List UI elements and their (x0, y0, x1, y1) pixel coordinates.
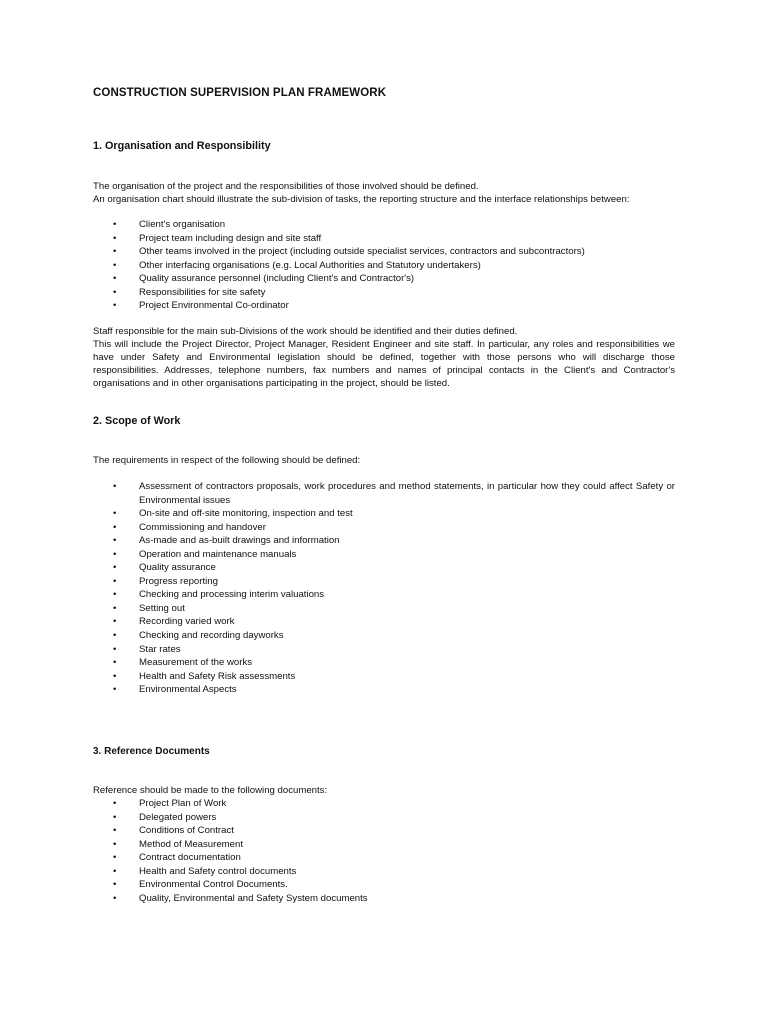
list-item (93, 561, 675, 575)
list-item (93, 629, 675, 643)
list-item (93, 286, 675, 300)
list-item-text: Environmental Control Documents. (139, 879, 288, 891)
list-item (93, 670, 675, 684)
bullet-icon: • (113, 589, 117, 601)
list-item-text: Recording varied work (139, 616, 235, 628)
bullet-icon: • (113, 548, 117, 560)
list-item (93, 878, 675, 892)
list-item (93, 851, 675, 865)
list-item-text: Quality assurance personnel (including Client's and Contractor's) (139, 273, 415, 285)
bullet-icon: • (113, 481, 117, 492)
list-item-text: Measurement of the works (139, 657, 253, 669)
bullet-icon: • (113, 865, 117, 877)
list-item-text: Checking and processing interim valuations (139, 589, 325, 601)
bullet-icon: • (113, 246, 117, 258)
list-item (93, 683, 675, 697)
list-item (93, 259, 675, 273)
bullet-icon: • (113, 670, 117, 682)
list-item (93, 838, 675, 852)
section-heading-reference-documents: 3. Reference Documents (93, 746, 210, 757)
section-intro-reference-documents: Reference should be made to the following documents: (93, 785, 328, 796)
bullet-icon: • (113, 879, 117, 891)
list-item (93, 656, 675, 670)
list-item-text: Health and Safety control documents (139, 865, 297, 877)
bullet-icon: • (113, 811, 117, 823)
bullet-icon: • (113, 575, 117, 587)
bullet-icon: • (113, 219, 117, 230)
list-item-text: Setting out (139, 602, 185, 614)
organisation-list (93, 218, 675, 313)
list-item-text: Progress reporting (139, 575, 218, 587)
list-item-text: Project Plan of Work (139, 798, 227, 809)
intro-line: An organisation chart should illustrate the sub-division of tasks, the reporting structure and the interface relationships between: (93, 194, 630, 206)
list-item-text: Project team including design and site staff (139, 232, 322, 244)
list-item (93, 480, 675, 507)
list-item (93, 272, 675, 286)
list-item (93, 811, 675, 825)
bullet-icon: • (113, 643, 117, 655)
bullet-icon: • (113, 273, 117, 285)
list-item (93, 615, 675, 629)
bullet-icon: • (113, 508, 117, 520)
bullet-icon: • (113, 798, 117, 809)
list-item-text: Method of Measurement (139, 838, 243, 850)
list-item (93, 534, 675, 548)
list-item (93, 643, 675, 657)
bullet-icon: • (113, 616, 117, 628)
list-item (93, 218, 675, 232)
list-item (93, 588, 675, 602)
bullet-icon: • (113, 630, 117, 642)
list-item (93, 602, 675, 616)
list-item-text: Delegated powers (139, 811, 217, 823)
list-item-text: Checking and recording dayworks (139, 630, 284, 642)
document-title: CONSTRUCTION SUPERVISION PLAN FRAMEWORK (93, 87, 387, 99)
bullet-icon: • (113, 232, 117, 244)
bullet-icon: • (113, 838, 117, 850)
list-item (93, 548, 675, 562)
list-item-text: On-site and off-site monitoring, inspection and test (139, 508, 353, 520)
list-item-text: Contract documentation (139, 852, 241, 864)
paragraph-line: Staff responsible for the main sub-Divisions of the work should be identified and their duties defined. (93, 326, 518, 337)
list-item-text: Operation and maintenance manuals (139, 548, 297, 560)
bullet-icon: • (113, 562, 117, 574)
list-item-text: As-made and as-built drawings and information (139, 535, 340, 547)
bullet-icon: • (113, 684, 117, 696)
list-item-text: Star rates (139, 643, 181, 655)
bullet-icon: • (113, 286, 117, 298)
list-item (93, 797, 675, 811)
section-intro-organisation (93, 180, 675, 206)
paragraph-text: This will include the Project Director, Project Manager, Resident Engineer and site staff. In particular, any roles and responsibilities we have under Safety and Environmental legislation should be defined, together with those persons who will discharge those responsibilities. Addresses, telephone numbers, fax numbers and names of principal contacts in the Client's and Contractor's organisations and in other organisations participating in the project, should be listed. (93, 339, 675, 390)
bullet-icon: • (113, 535, 117, 547)
list-item-text: Other interfacing organisations (e.g. Local Authorities and Statutory undertakers) (139, 259, 481, 271)
list-item-text: Environmental Aspects (139, 684, 237, 696)
list-item-text: Commissioning and handover (139, 521, 266, 533)
bullet-icon: • (113, 657, 117, 669)
staff-responsibility-paragraph (93, 325, 675, 390)
list-item (93, 245, 675, 259)
list-item (93, 299, 675, 313)
list-item-text: Responsibilities for site safety (139, 286, 266, 298)
list-item (93, 507, 675, 521)
list-item-text: Project Environmental Co-ordinator (139, 300, 289, 312)
list-item-text: Other teams involved in the project (including outside specialist services, contractors and subcontractors) (139, 246, 585, 258)
bullet-icon: • (113, 521, 117, 533)
bullet-icon: • (113, 852, 117, 864)
list-item-text: Assessment of contractors proposals, work procedures and method statements, in particular how they could affect Safety or Environmental issues (139, 481, 675, 506)
section-heading-scope: 2. Scope of Work (93, 415, 181, 427)
bullet-icon: • (113, 825, 117, 837)
list-item (93, 892, 675, 906)
list-item (93, 232, 675, 246)
list-item (93, 575, 675, 589)
list-item-text: Quality assurance (139, 562, 216, 574)
intro-line: The organisation of the project and the responsibilities of those involved should be defined. (93, 181, 479, 192)
bullet-icon: • (113, 602, 117, 614)
list-item (93, 521, 675, 535)
bullet-icon: • (113, 300, 117, 312)
section-heading-organisation: 1. Organisation and Responsibility (93, 140, 271, 152)
list-item-text: Health and Safety Risk assessments (139, 670, 296, 682)
bullet-icon: • (113, 892, 117, 904)
list-item-text: Conditions of Contract (139, 825, 234, 837)
list-item-text: Client's organisation (139, 219, 226, 230)
reference-documents-list (93, 797, 675, 905)
section-intro-scope: The requirements in respect of the following should be defined: (93, 455, 361, 466)
list-item-text: Quality, Environmental and Safety System documents (139, 892, 368, 904)
list-item (93, 865, 675, 879)
list-item (93, 824, 675, 838)
bullet-icon: • (113, 259, 117, 271)
scope-list (93, 480, 675, 697)
